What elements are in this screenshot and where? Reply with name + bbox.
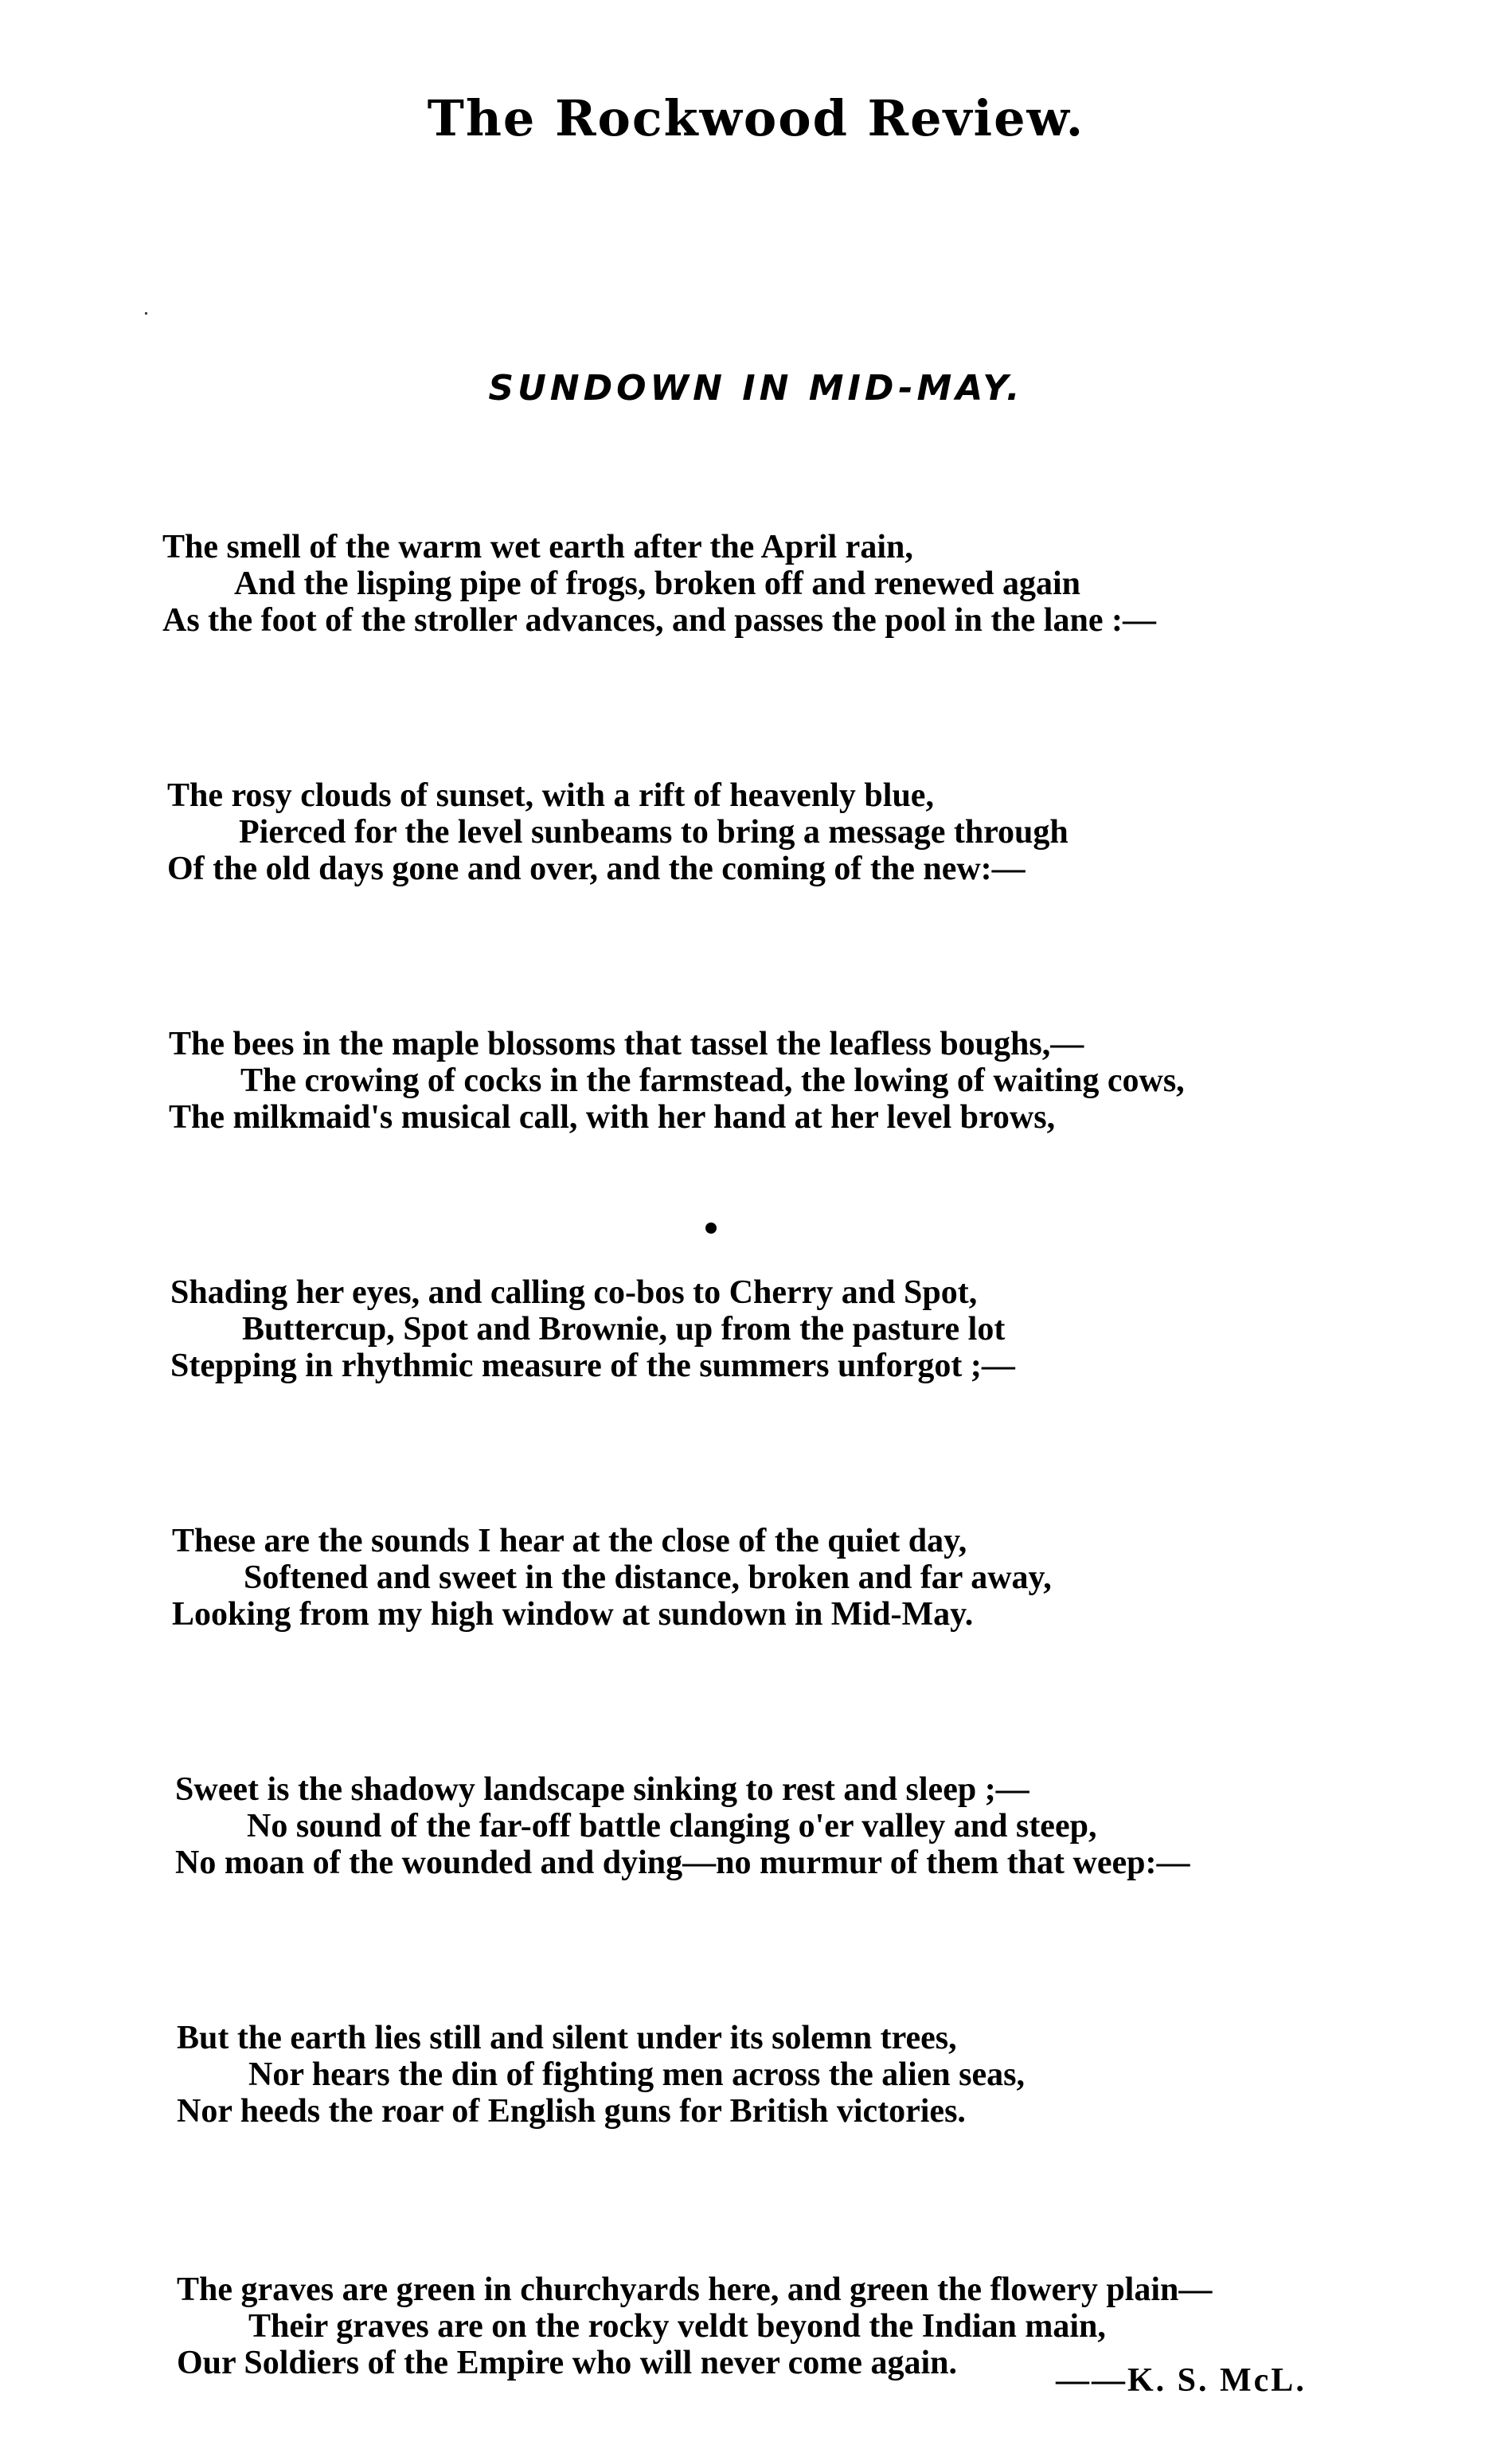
poem-line: Pierced for the level sunbeams to bring a message through <box>239 814 1069 851</box>
stanza-4 <box>170 1274 1015 1384</box>
poem-line: Of the old days gone and over, and the coming of the new:— <box>167 851 1026 887</box>
stanza-2 <box>167 777 1069 887</box>
poem-line: And the lisping pipe of frogs, broken off and renewed again <box>234 565 1081 602</box>
stanza-3 <box>169 1026 1185 1136</box>
poem-line: The crowing of cocks in the farmstead, the lowing of waiting cows, <box>240 1062 1185 1099</box>
stanza-6 <box>175 1771 1190 1881</box>
stanza-7 <box>177 2020 1025 2130</box>
poem-line: Softened and sweet in the distance, broken and far away, <box>244 1559 1052 1596</box>
poem-line: The smell of the warm wet earth after the April rain, <box>162 529 913 565</box>
poem-line: No sound of the far-off battle clanging o'er valley and steep, <box>247 1808 1097 1845</box>
poem-line: Looking from my high window at sundown in Mid-May. <box>172 1596 974 1633</box>
masthead: The Rockwood Review. <box>427 89 1085 147</box>
poem-line: The milkmaid's musical call, with her hand at her level brows, <box>169 1099 1056 1136</box>
poem-line: As the foot of the stroller advances, and passes the pool in the lane :— <box>162 602 1156 639</box>
poem-line: The rosy clouds of sunset, with a rift of heavenly blue, <box>167 777 934 814</box>
poem-line: Shading her eyes, and calling co-bos to Cherry and Spot, <box>170 1274 978 1311</box>
poem-line: Nor heeds the roar of English guns for British victories. <box>177 2093 966 2130</box>
poem-line: Our Soldiers of the Empire who will never come again. <box>177 2345 957 2381</box>
poem-line: Buttercup, Spot and Brownie, up from the pasture lot <box>242 1311 1006 1348</box>
poem-line: No moan of the wounded and dying—no murmur of them that weep:— <box>175 1845 1190 1881</box>
poem-line: Stepping in rhythmic measure of the summers unforgot ;— <box>170 1348 1015 1384</box>
poem-line: The graves are green in churchyards here, and green the flowery plain— <box>177 2271 1213 2308</box>
author-signature: ——K. S. McL. <box>1056 2362 1307 2399</box>
poem-line: But the earth lies still and silent under its solemn trees, <box>177 2020 957 2056</box>
poem-line: These are the sounds I hear at the close of the quiet day, <box>172 1523 967 1559</box>
stanza-5 <box>172 1523 1052 1633</box>
poem-line: Nor hears the din of fighting men across the alien seas, <box>248 2056 1025 2093</box>
ornament-dot <box>705 1223 717 1234</box>
poem-line: Sweet is the shadowy landscape sinking to rest and sleep ;— <box>175 1771 1029 1808</box>
stanza-1 <box>162 529 1156 639</box>
poem-line: Their graves are on the rocky veldt beyond the Indian main, <box>248 2308 1106 2345</box>
poem-line: The bees in the maple blossoms that tassel the leafless boughs,— <box>169 1026 1084 1062</box>
print-speck <box>145 312 147 315</box>
poem-title: SUNDOWN IN MID-MAY. <box>488 368 1024 409</box>
